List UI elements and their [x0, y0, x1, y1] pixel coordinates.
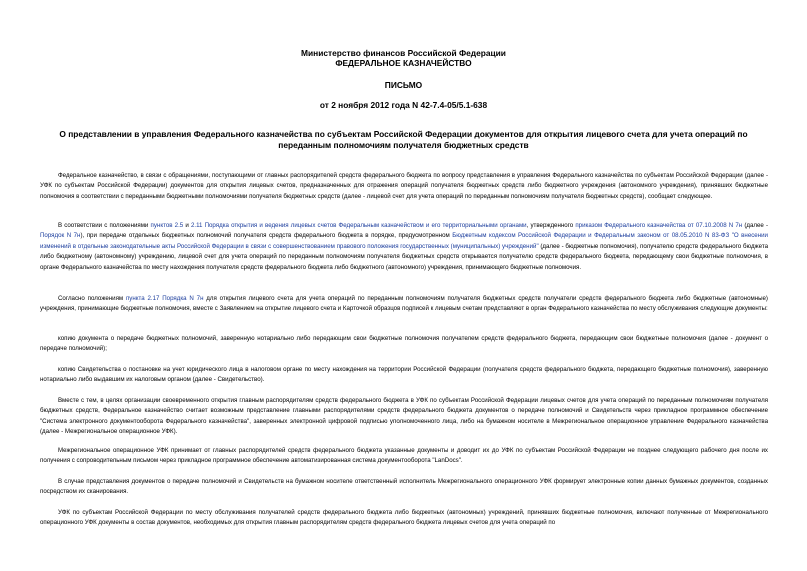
text-span: и — [183, 222, 191, 229]
text-span: для открытия лицевого счета для учета операций по переданным полномочиям получателя бюджетных средств получатели средств федерального бюджета либо бюджетные (автономные) учреждения, принимающие бюджетные полномочия, вместе с Заявлением на открытие лицевого счета и Карточкой образцов подписей к лицевым счетам представляют в орган Федерального казначейства по месту обслуживания следующие документы: — [40, 295, 768, 313]
text-span: (далее - бюджетные полномочия), получателю средств федерального бюджета либо бюджетному (автономному) учреждению, лицевой счет для учета операций по переданным полномочиям получателя бюджетных средств открывается получателю средств федерального бюджета, передающему свои бюджетные полномочия, в органе Федерального казначейства по месту нахождения получателя средств федерального бюджета либо бюджетного (автономного) учреждения, принимающего бюджетные полномочия. — [40, 242, 769, 271]
text-span: ), при передаче отдельных бюджетных полномочий получателя средств федерального бюджета в порядке, предусмотренном — [80, 232, 453, 240]
paragraph-copy-transfer-document: копию документа о передаче бюджетных полномочий, заверенную нотариально либо передающим свои бюджетные полномочия получателем средств федерального бюджета, передающим свои бюджетные полномочия (далее - документ о передаче полномочий); — [40, 335, 768, 353]
text-span: В соответствии с положениями — [58, 222, 151, 229]
document-type: ПИСЬМО — [384, 80, 423, 90]
paragraph-legal-basis — [40, 221, 768, 273]
text-span: Согласно положениям — [58, 295, 126, 302]
link-order-7n[interactable]: Порядок N 7н — [40, 232, 81, 240]
link-order-item-2-17[interactable]: пункта 2.17 Порядка N 7н — [125, 295, 204, 302]
paragraph-required-documents — [40, 294, 768, 315]
text-span: , утвержденного — [526, 222, 576, 229]
paragraph-paper-scanning: В случае представления документов о передаче полномочий и Свидетельств на бумажном носителе ответственный исполнитель Межрегионального операционного УФК формирует электронные копии данных бумажных документов, созданных посредством их сканирования. — [40, 478, 768, 496]
paragraph-copy-certificate: копию Свидетельства о постановке на учет юридического лица в налоговом органе по месту нахождения на территории Российской Федерации (получателя средств федерального бюджета, передающего бюджетные полномочия), заверенную нотариально либо выдавшим их налоговым органом (далее - Свидетельство). — [40, 366, 768, 384]
text-span: (далее - — [742, 222, 768, 229]
paragraph-intro: Федеральное казначейство, в связи с обращениями, поступающими от главных распорядителей средств федерального бюджета по вопросу представления в управления Федерального казначейства по субъектам Российской Федерации (далее - УФК по субъектам Российской Федерации) документов для открытия лицевых счетов, предназначенных для отражения операций получателя бюджетных средств либо бюджетного учреждения (автономного учреждения), принявших бюджетные полномочия в соответствии с переданными бюджетными полномочиями получателя бюджетных средств (далее - лицевой счет для учета операций по переданным полномочиям получателя бюджетных средств), сообщает следующее. — [40, 172, 768, 200]
paragraph-electronic-submission: Вместе с тем, в целях организации своевременного открытия главным распорядителям средств федерального бюджета в УФК по субъектам Российской Федерации лицевых счетов для учета операций по переданным полномочиям получателя бюджетных средств, Федеральное казначейство считает возможным представление главными распорядителями средств федерального бюджета документов о передаче полномочий и Свидетельств через прикладное программное обеспечение "Система электронного документооборота Федерального казначейства", заверенных электронной цифровой подписью уполномоченного лица, либо на бумажном носителе в Межрегиональное операционное управление Федерального казначейства (далее - Межрегиональное операционное УФК). — [40, 397, 768, 436]
link-treasury-order-7n[interactable]: приказом Федерального казначейства от 07.10.2008 N 7н — [575, 222, 743, 229]
paragraph-ufk-inclusion: УФК по субъектам Российской Федерации по месту обслуживания получателей средств федерального бюджета либо бюджетных (автономных) учреждений, принявших бюджетные полномочия, включают полученные от Межрегионального операционного УФК документы в состав документов, необходимых для открытия главным распорядителям средств федерального бюджета лицевых счетов для учета операций по — [40, 509, 768, 527]
link-budget-code-and-law-83fz[interactable]: Бюджетным кодексом Российской Федерации и Федеральным законом от 08.05.2010 N 83-ФЗ "О внесении изменений в отдельные законодательные акты Российской Федерации в связи с совершенствованием правового положения государственных (муниципальных) учреждений" — [40, 232, 768, 250]
link-order-item-2-5[interactable]: пунктов 2.5 — [150, 222, 184, 229]
link-order-item-2-11[interactable]: 2.11 Порядка открытия и ведения лицевых счетов Федеральным казначейством и его территориальными органами — [190, 222, 527, 229]
agency-name: ФЕДЕРАЛЬНОЕ КАЗНАЧЕЙСТВО — [335, 58, 472, 68]
ministry-name: Министерство финансов Российской Федерации — [301, 48, 506, 58]
document-date-number: от 2 ноября 2012 года N 42-7.4-05/5.1-638 — [319, 100, 488, 110]
document-title: О представлении в управления Федерального казначейства по субъектам Российской Федерации документов для открытия лицевого счета для учета операций по переданным полномочиям получателя бюджетных средств — [59, 129, 748, 150]
paragraph-interregional-ufk: Межрегиональное операционное УФК принимает от главных распорядителей средств федерального бюджета указанные документы и доводит их до УФК по субъектам Российской Федерации не позднее следующего рабочего дня после их получения с сопроводительным письмом через прикладное программное обеспечение автоматизированная система документооборота "LanDocs". — [40, 447, 768, 465]
